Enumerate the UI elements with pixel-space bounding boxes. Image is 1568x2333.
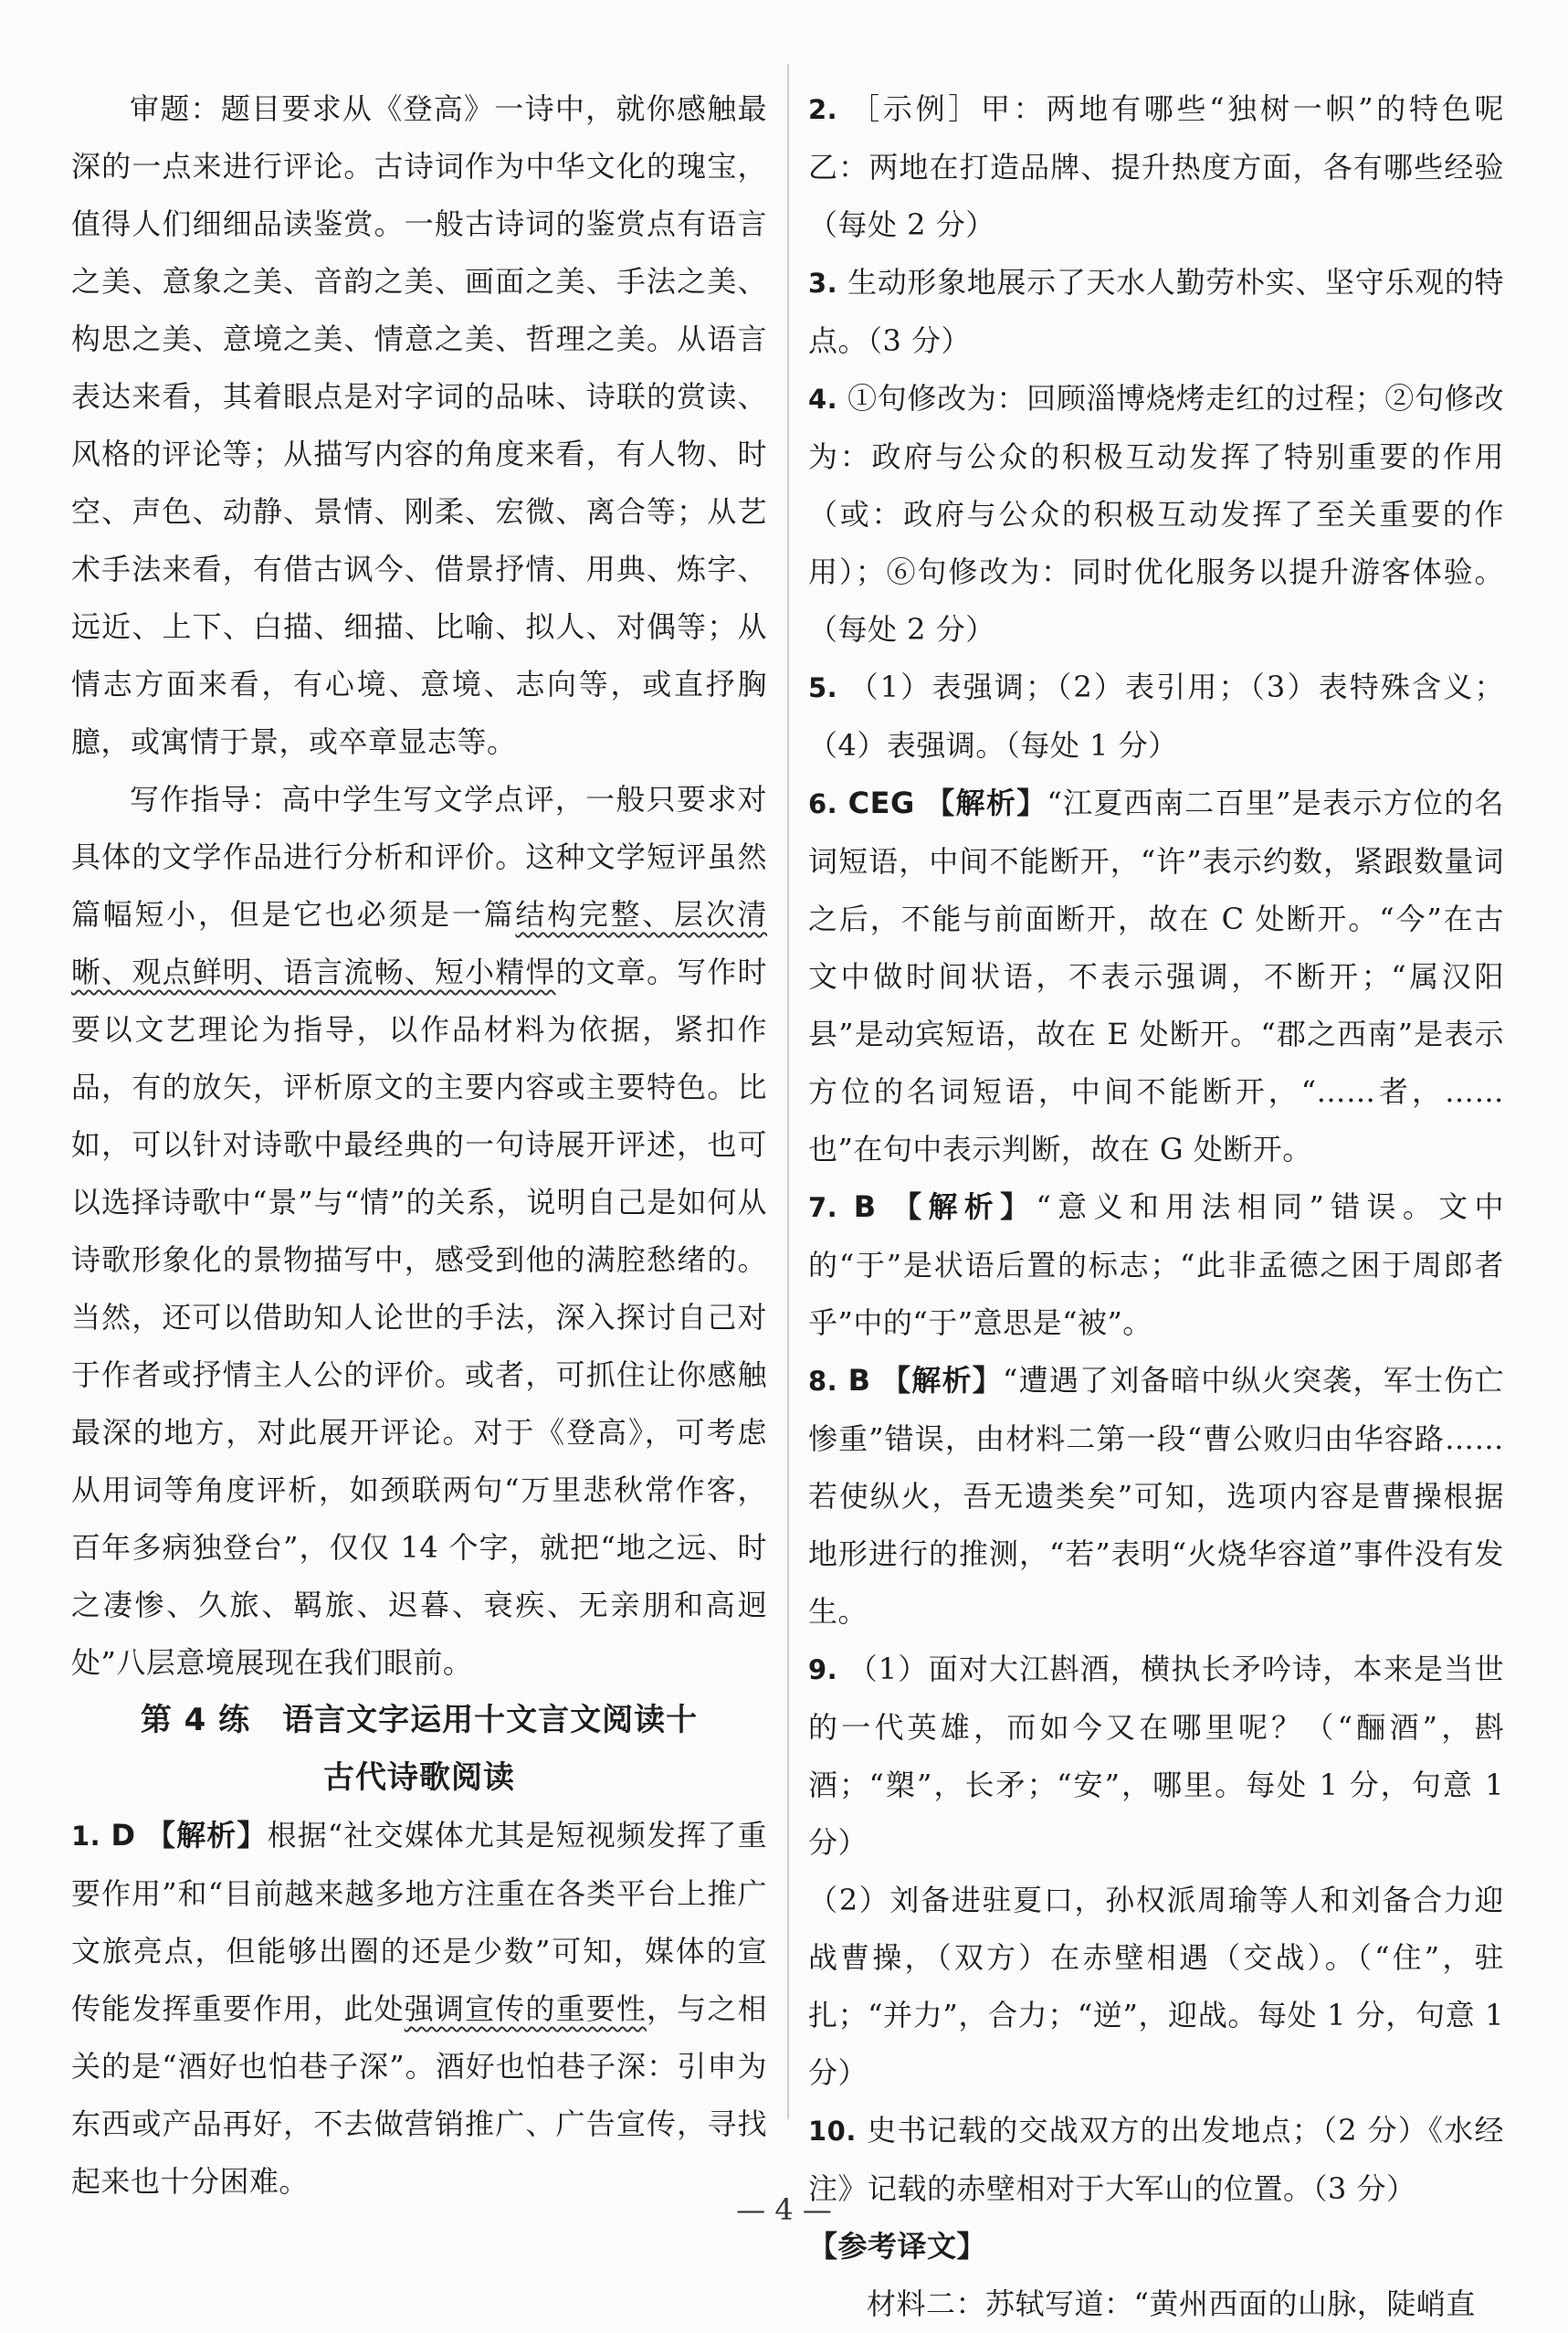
analysis-paragraph: 审题：题目要求从《登高》一诗中，就你感触最深的一点来进行评论。古诗词作为中华文化的瑰宝，值得人们细细品读鉴赏。一般古诗词的鉴赏点有语言之美、意象之美、音韵之美、画面之美、手法之美、构思之美、意境之美、情意之美、哲理之美。从语言表达来看，其着眼点是对字词的品味、诗联的赏读、风格的评论等；从描写内容的角度来看，有人物、时空、声色、动静、景情、刚柔、宏微、离合等；从艺术手法来看，有借古讽今、借景抒情、用典、炼字、远近、上下、白描、细描、比喻、拟人、对偶等；从情志方面来看，有心境、意境、志向等，或直抒胸臆，或寓情于景，或卒章显志等。 bbox=[71, 91, 767, 759]
item-number: 4. bbox=[808, 384, 838, 415]
column-divider bbox=[787, 64, 789, 2119]
analysis-tag: 【解析】 bbox=[925, 786, 1047, 820]
right-column bbox=[808, 80, 1534, 2333]
section-title-line-2: 古代诗歌阅读 bbox=[323, 1759, 515, 1796]
item-number: 7. bbox=[808, 1192, 838, 1223]
answer-text-1: （1）面对大江斟酒，横执长矛吟诗，本来是当世的一代英雄，而如今又在哪里呢？（“酾酒”，斟酒；“槊”，长矛；“安”，哪里。每处 1 分，句意 1 分） bbox=[808, 1652, 1504, 1860]
item-number: 2. bbox=[808, 94, 838, 125]
writing-guide-text-a: 写作指导：高中学生写文学点评，一般只要求对具体的文学作品进行分析和评价。这种文学短评虽然篇幅短小，但是它也必须是一篇 bbox=[71, 782, 767, 932]
item-number: 6. bbox=[808, 788, 838, 819]
answer-item-2 bbox=[808, 80, 1534, 254]
item-number: 1. bbox=[71, 1821, 101, 1852]
answer-text: （1）表强调；（2）表引用；（3）表特殊含义；（4）表强调。（每处 1 分） bbox=[808, 670, 1504, 763]
answer-item-6 bbox=[808, 775, 1504, 1178]
analysis-tag: 【解析】 bbox=[145, 1818, 268, 1853]
writing-guide-text-b: 的文章。写作时要以文艺理论为指导，以作品材料为依据，紧扣作品，有的放矢，评析原文的主要内容或主要特色。比如，可以针对诗歌中最经典的一句诗展开评述，也可以选择诗歌中“景”与“情”的关系，说明自己是如何从诗歌形象化的景物描写中，感受到他的满腔愁绪的。当然，还可以借助知人论世的手法，深入探讨自己对于作者或抒情主人公的评价。或者，可抓住让你感触最深的地方，对此展开评论。对于《登高》，可考虑从用词等角度评析，如颈联两句“万里悲秋常作客，百年多病独登台”，仅仅 14 个字，就把“地之远、时之凄惨、久旅、羁旅、迟暮、衰疾、无亲朋和高迥处”八层意境展现在我们眼前。 bbox=[71, 955, 767, 1680]
answer-item-3 bbox=[808, 254, 1504, 370]
reference-translation-title: 【参考译文】 bbox=[808, 2229, 987, 2264]
wavy-underlined-phrase: 结构完整、层次清晰、观点鲜明、语言流畅、短小精悍 bbox=[71, 897, 767, 989]
answer-choice: CEG bbox=[847, 786, 915, 820]
answer-item-5 bbox=[808, 659, 1504, 775]
item-number: 8. bbox=[808, 1366, 838, 1397]
answer-text: 史书记载的交战双方的出发地点；（2 分）《水经注》记载的赤壁相对于大军山的位置。（3 分） bbox=[808, 2113, 1504, 2206]
writing-guide-paragraph bbox=[71, 771, 767, 1692]
answer-item-1 bbox=[71, 1807, 767, 2211]
answer-item-9 bbox=[808, 1641, 1504, 1872]
answer-text: 生动形象地展示了天水人勤劳朴实、坚守乐观的特点。（3 分） bbox=[808, 265, 1504, 358]
item-number: 3. bbox=[808, 268, 838, 299]
answer-item-7 bbox=[808, 1178, 1504, 1352]
item-number: 10. bbox=[808, 2116, 857, 2147]
answer-item-9-part-2: （2）刘备进驻夏口，孙权派周瑜等人和刘备合力迎战曹操，（双方）在赤壁相遇（交战）。（“住”，驻扎；“并力”，合力；“逆”，迎战。每处 1 分，句意 1 分） bbox=[808, 1883, 1504, 2090]
answer-item-4 bbox=[808, 370, 1504, 659]
analysis-tag: 【解析】 bbox=[880, 1363, 1004, 1398]
answer-choice: B bbox=[853, 1189, 877, 1224]
answer-text: “江夏西南二百里”是表示方位的名词短语，中间不能断开，“许”表示约数，紧跟数量词之后，不能与前面断开，故在 C 处断开。“今”在古文中做时间状语，不表示强调，不断开；“属汉阳县”是动宾短语，故在 E 处断开。“郡之西南”是表示方位的名词短语，中间不能断开，“……者，……也”在句中表示判断，故在 G 处断开。 bbox=[808, 786, 1504, 1166]
answer-text-b: ，与之相关的是“酒好也怕巷子深”。酒好也怕巷子深：引申为东西或产品再好，不去做营销推广、广告宣传，寻找起来也十分困难。 bbox=[71, 1991, 767, 2199]
answer-text: “意义和用法相同”错误。文中的“于”是状语后置的标志；“此非孟德之困于周郎者乎”中的“于”意思是“被”。 bbox=[808, 1189, 1505, 1340]
answer-text: ［示例］甲：两地有哪些“独树一帜”的特色呢 乙：两地在打造品牌、提升热度方面，各有哪些经验（每处 2 分） bbox=[808, 91, 1534, 242]
wavy-underlined-phrase: 强调宣传的重要性 bbox=[404, 1991, 647, 2026]
item-number: 5. bbox=[808, 672, 838, 703]
page-number: — 4 — bbox=[736, 2192, 832, 2227]
item-number: 9. bbox=[808, 1654, 838, 1685]
reference-translation-text: 材料二：苏轼写道：“黄州西面的山脉，陡峭直 bbox=[867, 2286, 1476, 2321]
analysis-tag: 【解析】 bbox=[892, 1189, 1037, 1224]
answer-text-a: 根据“社交媒体尤其是短视频发挥了重要作用”和“目前越来越多地方注重在各类平台上推广文旅亮点，但能够出圈的还是少数”可知，媒体的宣传能发挥重要作用，此处 bbox=[71, 1818, 767, 2026]
section-title bbox=[71, 1692, 767, 1807]
answer-text: ①句修改为：回顾淄博烧烤走红的过程；②句修改为：政府与公众的积极互动发挥了特别重要的作用（或：政府与公众的积极互动发挥了至关重要的作用）；⑥句修改为：同时优化服务以提升游客体验。（每处 2 分） bbox=[808, 381, 1504, 647]
answer-text: “遭遇了刘备暗中纵火突袭，军士伤亡惨重”错误，由材料二第一段“曹公败归由华容路……若使纵火，吾无遗类矣”可知，选项内容是曹操根据地形进行的推测，“若”表明“火烧华容道”事件没有发生。 bbox=[808, 1363, 1505, 1629]
section-title-line-1: 第 4 练 语言文字运用十文言文阅读十 bbox=[140, 1702, 699, 1738]
answer-choice: B bbox=[847, 1363, 871, 1398]
left-column bbox=[71, 80, 767, 2211]
answer-item-8 bbox=[808, 1352, 1504, 1641]
answer-choice: D bbox=[110, 1818, 136, 1853]
